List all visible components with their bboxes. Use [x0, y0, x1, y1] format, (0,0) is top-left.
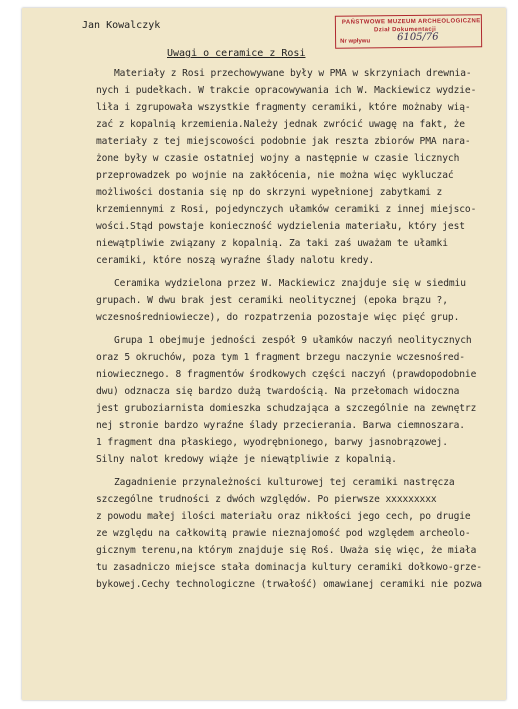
text-line: niewątpliwie związany z kopalnią. Za taki zaś uważam te ułamki: [96, 238, 448, 249]
text-line: oraz 5 okruchów, poza tym 1 fragment brzegu naczynie wczesnośred-: [96, 352, 465, 363]
text-line: możliwości dostania się np do skrzyni wypełnionej zabytkami z: [96, 187, 443, 198]
text-line: nej stronie bardzo wyraźne ślady przecierania. Barwa ciemnoszara.: [96, 420, 465, 431]
stamp-institution: PAŃSTWOWE MUZEUM ARCHEOLOGICZNE: [341, 18, 481, 26]
text-line: Ceramika wydzielona przez W. Mackiewicz znajduje się w siedmiu: [114, 278, 466, 289]
text-line: nych i pudełkach. W trakcie opracowywania ich W. Mackiewicz wydzie-: [96, 85, 477, 96]
stamp-department: Dział Dokumentacji: [373, 26, 437, 34]
text-line: przeprowadzek po wojnie na zakłócenia, nie można więc wykluczać: [96, 170, 454, 181]
archive-stamp: [335, 14, 482, 49]
document-title: Uwagi o ceramice z Rosi: [167, 48, 306, 59]
text-line: z powodu małej ilości materiału oraz nikłości jego cech, po drugie: [96, 511, 471, 522]
text-line: 1 fragment dna płaskiego, wyodrębnionego, barwy jasnobrązowej.: [96, 437, 448, 448]
text-line: dwu) odznacza się bardzo dużą twardością. Na przełomach widoczna: [96, 386, 460, 397]
text-line: ceramiki, które noszą wyraźne ślady nalotu kredy.: [96, 255, 375, 266]
text-line: jest gruboziarnista domieszka schudzająca a szczególnie na zewnętrz: [96, 403, 477, 414]
text-line: ze względu na całkowitą prawie nieznajomość pod względem archeolo-: [96, 528, 471, 539]
text-line: niowiecznego. 8 fragmentów środkowych części naczyń (prawdopodobnie: [96, 369, 477, 380]
text-line: wczesnośredniowiecze), do rozpatrzenia pozostaje więc pięć grup.: [96, 312, 460, 323]
stamp-entry-number: 6105/76: [397, 31, 439, 44]
text-line: Zagadnienie przynależności kulturowej tej ceramiki nastręcza: [114, 477, 455, 488]
text-line: żone były w czasie ostatniej wojny a następnie w czasie licznych: [96, 153, 460, 164]
text-line: liła i zgrupowała wszystkie fragmenty ceramiki, które możnaby wią-: [96, 102, 471, 113]
author-name: Jan Kowalczyk: [82, 20, 161, 31]
text-line: Silny nalot kredowy wiąże je niewątpliwie z kopalnią.: [96, 454, 397, 465]
text-line: szczególne trudności z dwóch względów. Po pierwsze xxxxxxxxx: [96, 494, 437, 505]
text-line: tu zasadniczo miejsce stała dominacja kultury ceramiki dołkowo-grze-: [96, 562, 482, 573]
text-line: grupach. W dwu brak jest ceramiki neolitycznej (epoka brązu ?,: [96, 295, 448, 306]
text-line: Materiały z Rosi przechowywane były w PMA w skrzyniach drewnia-: [114, 68, 472, 79]
text-line: krzemiennymi z Rosi, pojedynczych ułamków ceramiki z innej miejsco-: [96, 204, 477, 215]
text-line: materiały z tej miejscowości podobnie jak reszta zbiorów PMA nara-: [96, 136, 471, 147]
text-line: bykowej.Cechy technologiczne (trwałość) omawianej ceramiki nie pozwa: [96, 579, 482, 590]
document-page: [22, 8, 506, 700]
text-line: zać z kopalnią krzemienia.Należy jednak zwrócić uwagę na fakt, że: [96, 119, 465, 130]
text-line: gicznym terenu,na którym znajduje się Roś. Uważa się więc, że miała: [96, 545, 477, 556]
text-line: Grupa 1 obejmuje jedności zespół 9 ułamków naczyń neolitycznych: [114, 335, 472, 346]
stamp-entry-label: Nr wpływu: [340, 38, 371, 45]
text-line: wości.Stąd powstaje konieczność wydzielenia materiału, który jest: [96, 221, 465, 232]
